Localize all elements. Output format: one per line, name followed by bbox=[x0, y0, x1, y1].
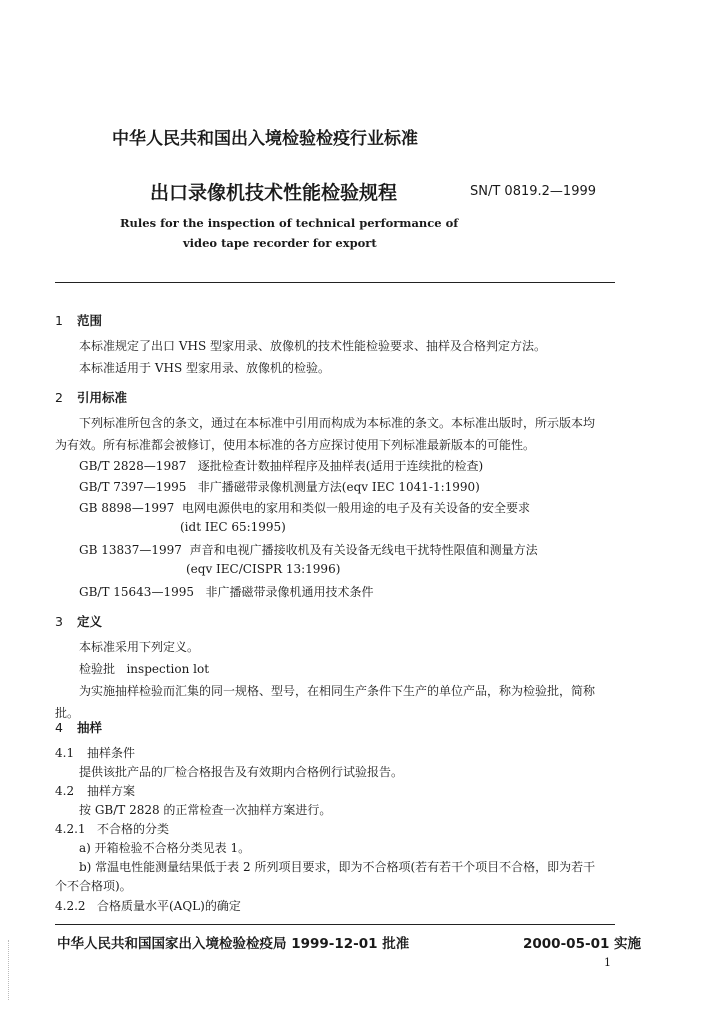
subsection-4-2-heading: 4.2 抽样方案 bbox=[55, 784, 136, 798]
section-3-paragraph: 本标准采用下列定义。 bbox=[79, 640, 200, 654]
item-a: a) 开箱检验不合格分类见表 1。 bbox=[79, 841, 251, 855]
subsection-4-2-2-heading: 4.2.2 合格质量水平(AQL)的确定 bbox=[55, 899, 241, 913]
subsection-4-1-heading: 4.1 抽样条件 bbox=[55, 746, 136, 760]
reference-item: GB/T 2828—1987 逐批检查计数抽样程序及抽样表(适用于连续批的检查) bbox=[79, 459, 484, 473]
subsection-4-1-paragraph: 提供该批产品的厂检合格报告及有效期内合格例行试验报告。 bbox=[79, 765, 404, 779]
item-b-line-1: b) 常温电性能测量结果低于表 2 所列项目要求，即为不合格项(若有若干个项目不合格，即为若干 bbox=[79, 860, 596, 874]
reference-note: (eqv IEC/CISPR 13:1996) bbox=[186, 562, 341, 576]
document-title: 出口录像机技术性能检验规程 bbox=[150, 182, 398, 204]
reference-item: GB 13837—1997 声音和电视广播接收机及有关设备无线电干扰特性限值和测量方法 bbox=[79, 543, 538, 557]
definition-line-1: 为实施抽样检验而汇集的同一规格、型号，在相同生产条件下生产的单位产品，称为检验批，简称 bbox=[79, 684, 596, 698]
reference-item: GB/T 7397—1995 非广播磁带录像机测量方法(eqv IEC 1041-1:1990) bbox=[79, 480, 480, 494]
org-line: 中华人民共和国出入境检验检疫行业标准 bbox=[112, 129, 418, 149]
subsection-4-2-1-heading: 4.2.1 不合格的分类 bbox=[55, 822, 170, 836]
english-title-line-2: video tape recorder for export bbox=[183, 236, 377, 250]
section-2-intro-line-2: 为有效。所有标准都会被修订，使用本标准的各方应探讨使用下列标准最新版本的可能性。 bbox=[55, 438, 536, 452]
header-divider bbox=[55, 282, 615, 283]
reference-note: (idt IEC 65:1995) bbox=[180, 520, 286, 534]
reference-item: GB/T 15643—1995 非广播磁带录像机通用技术条件 bbox=[79, 585, 374, 599]
definition-term: 检验批 inspection lot bbox=[79, 662, 210, 676]
subsection-4-2-paragraph: 按 GB/T 2828 的正常检查一次抽样方案进行。 bbox=[79, 803, 332, 817]
page-number: 1 bbox=[604, 956, 611, 969]
section-4-heading: 4 抽样 bbox=[55, 720, 103, 735]
section-1-heading: 1 范围 bbox=[55, 313, 103, 328]
issuer-line: 中华人民共和国国家出入境检验检疫局 1999-12-01 批准 bbox=[57, 936, 410, 952]
item-b-line-2: 个不合格项)。 bbox=[55, 879, 132, 893]
footer-divider bbox=[55, 924, 615, 925]
reference-item: GB 8898—1997 电网电源供电的家用和类似一般用途的电子及有关设备的安全要求 bbox=[79, 501, 530, 515]
section-3-heading: 3 定义 bbox=[55, 614, 103, 629]
standard-number: SN/T 0819.2—1999 bbox=[470, 184, 597, 199]
section-1-paragraph-2: 本标准适用于 VHS 型家用录、放像机的检验。 bbox=[79, 361, 330, 375]
definition-line-2: 批。 bbox=[55, 706, 80, 720]
english-title-line-1: Rules for the inspection of technical performance of bbox=[120, 216, 459, 230]
effective-date: 2000-05-01 实施 bbox=[523, 936, 642, 952]
section-2-intro-line-1: 下列标准所包含的条文，通过在本标准中引用而构成为本标准的条文。本标准出版时，所示版本均 bbox=[79, 416, 596, 430]
section-2-heading: 2 引用标准 bbox=[55, 390, 128, 405]
section-1-paragraph-1: 本标准规定了出口 VHS 型家用录、放像机的技术性能检验要求、抽样及合格判定方法。 bbox=[79, 339, 546, 353]
scan-edge-marks bbox=[8, 940, 9, 1000]
